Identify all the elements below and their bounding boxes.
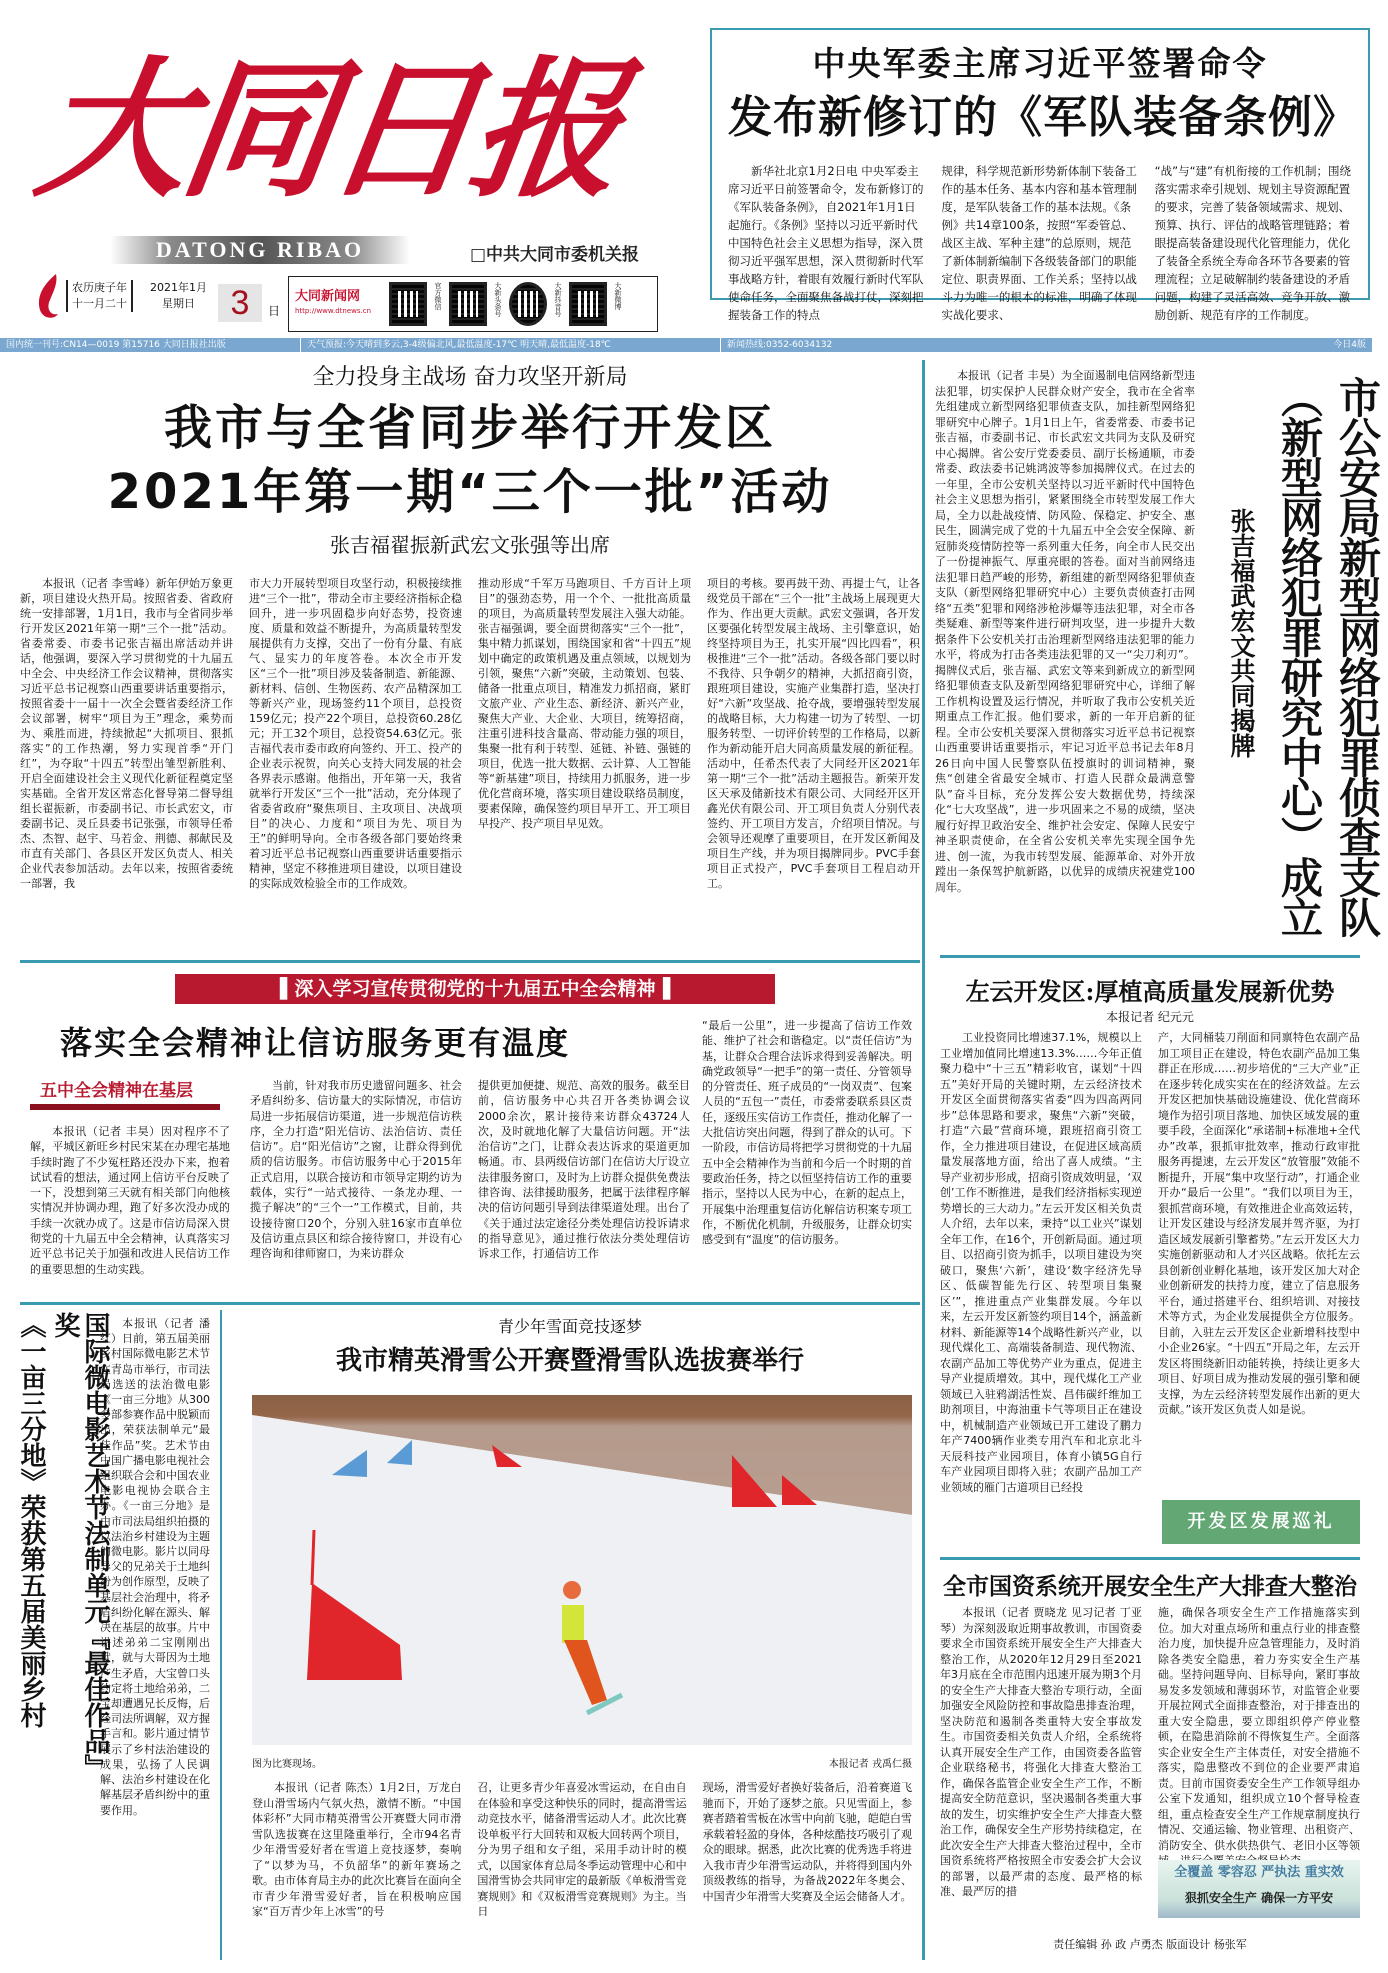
lunar-date [66,280,133,312]
news-hotline: 新闻热线:0352-6034132 [720,338,1280,352]
lunar-year: 农历庚子年 [72,281,127,294]
safety-slogan-image [1158,1860,1360,1918]
lead-subhead: 张吉福翟振新武宏文张强等出席 [330,533,610,557]
xinfang-column: 当前，针对我市历史遗留问题多、社会矛盾纠纷多、信访量大的实际情况，市信访局进一步拓展信访渠道，进一步规范信访秩序，全力打造“阳光信访、法治信访、责任信访”。启“阳光信访”之窗，让群众得到优质的信访服务。市信访服务中心于2015年正式启用，以联合接访和市领导定期约访为载体，实行“一站式接待、一条龙办理、一揽子解决”的“三个一”工作模式，目前，共设接待窗口20个，分别入驻16家市直单位及信访重点县区和综合接待窗口，并设有心理咨询和律师窗口，为来访群众 [250,1079,462,1261]
day-suffix: 日 [268,304,281,318]
ski-column: 召，让更多青少年喜爱冰雪运动，在自由自在体验和享受这种快乐的同时，提高滑雪运动竞技水平，储备滑雪运动人才。此次比赛设单板平行大回转和双板大回转两个项目，分为男子组和女子组，采用手动计时的模式，以国家体育总局冬季运动管理中心和中国滑雪协会共同审定的最新版《单板滑雪竞赛规则》和《双板滑雪竞赛规则》为主。当日 [477,1781,687,1918]
column-tag: 五中全会精神在基层 [30,1078,220,1110]
safety-slogan2: 狠抓安全生产 确保一方平安 [1184,1891,1334,1905]
qr-code-icon [389,282,427,326]
ski-column: 现场，滑雪爱好者换好装备后，沿着赛道飞驰而下，开始了逐梦之旅。只见雪面上，参赛者踏着雪板在冰雪中向前飞驰，皑皑白雪承载着轻盈的身体，各种炫酷技巧吸引了观众的眼球。据悉，此次比赛的优秀选手将进入我市青少年滑雪运动队，并将得到国内外顶级教练的指导，为备战2022年冬奥会、中国青少年滑雪大奖赛及全运会储备人才。 [702,1781,912,1903]
photo-caption-row [252,1755,912,1770]
xinfang-columns [250,1078,690,1292]
year-month: 2021年1月 [150,281,207,294]
editor-credits: 责任编辑 孙 政 卢勇杰 版面设计 杨张军 [1053,1938,1247,1951]
lead-column: 市大力开展转型项目攻坚行动，积极接续推进“三个一批”，带动全市主要经济指标企稳回升，进一步巩固稳步向好态势，投资速度、质量和效益不断提升，为高质量转型发展提供有力支撑，交出了一份有分量、有底气、显实力的年度答卷。本次全市开发区“三个一批”项目涉及装备制造、新能源、新材料、信创、生物医药、农产品精深加工等新兴产业，现场签约11个项目，总投资159亿元；投产22个项目，总投资60.28亿元；开工32个项目，总投资54.63亿元。张吉福代表市委市政府向签约、开工、投产的企业表示祝贺，向关心支持大同发展的社会各界表示感谢。他指出，开年第一天，我省就举行开发区“三个一批”活动，充分体现了省委省政府“聚焦项目、主攻项目、决战项目”的决心、力度和“项目为先、项目为王”的鲜明导向。全市各级各部门要始终秉着习近平总书记视察山西重要讲话重要指示精神，坚定不移推进项目建设，以项目建设的实际成效检验全市的工作成效。 [249,577,462,890]
day-number: 3 [218,284,262,322]
qr-label: 大新微博 [614,282,622,310]
skier-helmet [563,1581,581,1599]
lead-headline1: 我市与全省同步举行开发区 [163,400,776,456]
ski-kicker: 青少年雪面竞技逐梦 [497,1317,642,1336]
section-divider [940,1557,1360,1560]
top-story-headline2: 发布新修订的《军队装备条例》 [728,92,1358,143]
top-story-box [710,28,1370,322]
flame-icon [34,272,62,322]
safety-slogan1: 全覆盖 零容忍 严执法 重实效 [1174,1865,1344,1880]
info-bar [0,338,1372,352]
lead-headline2: 2021年第一期“三个一批”活动 [107,464,833,520]
film-headline2: 《一亩三分地》荣获第五届美丽乡村 [16,1312,46,1728]
police-story [935,368,1382,948]
ski-scene [252,1395,912,1745]
qr-label: 大新抖音号 [554,282,562,317]
zuoyun-column: 产，大同桶装刀削面和同禀特色农副产品加工项目正在建设，特色农副产品加工集群正在形成……初步培优的“三大产业”正在逐步转化成实实在在的经济效益。左云开发区把加快基础设施建设、优化营商环境作为招引项目落地、加快区域发展的重要手段，全面深化“承诺制+标准地+全代办”改革，狠抓审批效率，推动行政审批服务再提速，左云开发区“放管服”效能不断提升，开展“集中攻坚行动”，打通企业开办“最后一公里”。“我们以项目为王，狠抓营商环境，有效推进企业高效运转，让开发区建设与经济发展并驾齐驱，为打造区域发展新引擎蓄势。”左云开发区大力实施创新驱动和人才兴区战略。依托左云县创新创业孵化基地，该开发区加大对企业创新研发的扶持力度，建立了信息服务平台，通过搭建平台、组织培训、对接技术等方式，为企业发展提供全方位服务。目前，入驻左云开发区企业新增科技型中小企业26家。“十四五”开局之年，左云开发区将围绕新旧动能转换，持续让更多大项目、好项目成为推动发展的强引擎和硬支撑，为左云经济转型发展作出新的更大贡献。”该开发区负责人如是说。 [1158,1031,1360,1416]
xinfang-column: 提供更加便捷、规范、高效的服务。截至目前，信访服务中心共召开各类协调会议2000余次，累计接待来访群众43724人次，及时就地化解了大量信访问题。开“法治信访”之门，让群众表达诉求的渠道更加畅通。市、县两级信访部门在信访大厅设立法律服务窗口，及时为上访群众提供免费法律咨询、法律援助服务，把属于法律程序解决的信访问题引导到法律渠道处理。出台了《关于通过法定途径分类处理信访投诉请求的指导意见》，通过推行依法分类处理信访诉求工作，打通信访工作 [478,1079,690,1261]
qr-label: 官方微信 [434,282,442,310]
weather-forecast: 天气预报:今天晴到多云,3-4级偏北风,最低温度-17℃ 明天晴,最低温度-18℃ [300,338,720,352]
issn-label: 国内统一刊号:CN14—0019 第15716 大同日报社出版 [6,340,226,350]
xinfang-headline: 落实全会精神让信访服务更有温度 [60,1024,571,1062]
top-story-column: 规律，科学规范新形势新体制下装备工作的基本任务、基本内容和基本管理制度，是军队装备工作的基本法规。《条例》共14章100条，按照“军委管总、战区主战、军种主建”的总原则，规范了新体制新编制下各级装备部门的职能定位、职责界面、工作关系；坚持以战斗力为唯一的根本的标准，明确了体现实战化要求、 [941,164,1137,322]
police-headline1: 市公安局新型网络犯罪侦查支队 [1333,376,1382,936]
qr-code-icon [449,282,487,326]
column-divider [922,360,925,1960]
top-story-headline1: 中央军委主席习近平签署命令 [812,44,1268,83]
section-divider [220,1302,920,1305]
zuoyun-column: 工业投资同比增速37.1%，规模以上工业增加值同比增速13.3%……今年正值聚力稳中“十三五”精彩收官，谋划“十四五”美好开局的关键时期，左云经济技术开发区全面贯彻落实省委“四为四高两同步”总体思路和要求，聚焦“六新”突破，打造“六最”营商环境，跟班招商引资工作，全力推进项目建设，在促进区域高质量发展落地方面，给出了喜人成绩。“主导产业初步形成，招商引资成效明显，‘双创’工作不断推进，是我们经济指标实现逆势增长的三大动力。”左云开发区相关负责人介绍，去年以来，秉持“以工业兴”谋划全年工作，在16个，开创新局面。通过项目、以招商引资为抓手，以项目建设为突破口，聚焦‘六新’，建设‘数字经济先导区、低碳智能先行区、转型项目集聚区’”，推进重点产业集群发展。今年以来，左云开发区新签约项目14个，涵盖新材料、新能源等14个战略性新兴产业，以现代煤化工、高端装备制造、现代物流、农副产品加工等优势产业为重点，促进主导产业提质增效。其中，现代煤化工产业领域已入驻鸦湖活性炭、昌伟碳纤维加工助剂项目，中海油重卡气等项目正在建设中，机械制造产业领域已开工建设了鹏力年产7400辆作业类专用汽车和北京北斗天辰科技产业园项目，体育小镇5G自行车产业园项目即将入驻；农副产品加工产业领域的雁门古道项目已经投 [940,1031,1142,1494]
lunar-day: 十一月二十 [72,297,127,310]
zuoyun-byline: 本报记者 纪元元 [1106,1010,1194,1024]
photo-caption: 图为比赛现场。 [252,1759,322,1770]
news-site-name: 大同新闻网 [295,289,361,304]
ski-headline: 我市精英滑雪公开赛暨滑雪队选拔赛举行 [335,1346,804,1376]
guozi-column: 本报讯（记者 贾晓龙 见习记者 丁亚琴）为深刻汲取近期事故教训，市国资委要求全市国资系统开展安全生产大排查大整治工作，从2020年12月29日至2021年3月底在全市范围内迅速开展为期3个月的安全生产大排查大整治专项行动，全面加强安全风险防控和事故隐患排查治理，坚决防范和遏制各类重特大安全事故发生。市国资委相关负责人介绍，全系统将认真开展安全生产工作，由国资委各监管企业联络秘书，将强化大排查大整治工作，确保各监管企业安全生产工作，不断提高安全防范意识，坚决遏制各类重大事故的发生，切实维护安全生产大排查大整治工作，确保安全生产形势持续稳定，在此次安全生产大排查大整治过程中，全市国资系统将严格按照全市安委会扩大会议的部署，以最严肃的态度、最严格的标准、最严厉的措 [940,1606,1142,1898]
skier-vest [562,1605,584,1643]
qr-code-strip [288,276,658,332]
lead-column: 项目的考核。要再鼓干劲、再提士气，让各级党员干部在“三个一批”主战场上展现更大作为、作出更大贡献。武宏文强调，各开发区要强化转型发展主战场、主引擎意识，始终坚持项目为王，扎实开展“四比四看”，积极推进“三个一批”活动。各级各部门要以时不我待、只争朝夕的精神，大抓招商引资，跟班项目建设，实施产业集群打造，坚决打好“六新”攻坚战、抢夺战，要增强转型发展的战略目标，大力构建一切为了转型、一切服务转型、一切评价转型的工作格局，以新作为新动能开启大同高质量发展的新征程。活动中，任希杰代表了大同经开区2021年第一期“三个一批”活动主题报告。新荣开发区天承及储新技术有限公司、大同经开区开鑫光伏有限公司、开工项目负责人分别代表签约、开工项目方发言，介绍项目情况。与会领导还观摩了重要项目，在开发区新闻及项目生产线，并为项目揭牌同步。PVC手套项目正式投产，PVC手套项目工程启动开工。 [707,577,920,890]
weekday: 星期日 [162,297,195,310]
ski-columns [252,1780,912,1950]
section-divider [20,960,920,963]
top-story-column: “战”与“建”有机衔接的工作机制；围绕落实需求牵引规划、规划主导资源配置的要求，完善了装备领域需求、规划、预算、执行、评估的战略管理链路；着眼提高装备建设现代化管理能力，优化了装备全系统全寿命各环节各要素的管理流程；立足破解制约装备建设的矛盾问题，构建了灵活高效、竞争开放、激励创新、规范有序的工作制度。 [1154,164,1351,322]
theme-banner: ▌深入学习宣传贯彻党的十九届五中全会精神▐ [175,974,775,1004]
qr-code-icon [509,282,547,326]
organ-label: □中共大同市委机关报 [470,245,640,265]
news-site-logo[interactable] [295,290,383,318]
section-divider [940,955,1360,958]
photo-credit: 本报记者 戎禹仁摄 [828,1759,912,1770]
xinfang-column: “最后一公里”，进一步提高了信访工作效能、维护了社会和谐稳定。以“责任信访”为基，让群众合理合法诉求得到妥善解决。明确党政领导“一把手”的第一责任、分管领导的分管责任、班子成员的“一岗双责”、包案人员的“五包一”责任，市委常委联系县区责任，逐级压实信访工作责任，推动化解了一大批信访突出问题，得到了群众的认可。下一阶段，市信访局将把学习贯彻党的十九届五中全会精神作为当前和今后一个时期的首要政治任务，持之以恒坚持信访工作的重要指示，坚持以人民为中心，在新的起点上，开展集中治理重复信访化解信访积案专项工作，不断优化机制，升级服务，让群众切实感受到有“温度”的信访服务。 [702,1019,912,1247]
lead-story [20,360,920,921]
lead-column: 本报讯（记者 李雪峰）新年伊始万象更新，项目建设火热开局。按照省委、省政府统一安排部署，1月1日，我市与全省同步举行开发区2021年第一期“三个一批”活动。省委常委、市委书记张吉福出席活动并讲话，他强调，要深入学习贯彻党的十九届五中全会、中央经济工作会议精神，贯彻落实习近平总书记视察山西重要讲话重要指示，按照省委十一届十一次全会暨省委经济工作会议部署，树牢“项目为王”理念，乘势而为、乘胜而进，持续掀起“大抓项目、狠抓落实”的工作热潮，努力实现首季“开门红”，为夺取“十四五”转型出雏型新胜利、开启全面建设社会主义现代化新征程奠定坚实基础。全省开发区常态化督导第二督导组组长翟振新，市委副书记、市长武宏文，市委副书记、灵丘县委书记张强，市领导任希杰、杰智、赵宇、马若金、荆德、郝献民及市直有关部门、各县区开发区负责人、相关企业代表参加活动。去年以来，按照省委统一部署，我 [20,577,233,890]
lead-kicker: 全力投身主战场 奋力攻坚开新局 [312,365,628,390]
gregorian-date [150,280,207,312]
column-divider [220,1310,222,1960]
police-body: 本报讯（记者 丰昊）为全面遏制电信网络新型违法犯罪，切实保护人民群众财产安全，我市在全省率先组建成立新型网络犯罪侦查支队，加挂新型网络犯罪研究中心牌子。1月1日上午，省委常委、市委书记张吉福，市委副书记、市长武宏文共同为支队及研究中心揭牌。省公安厅党委委员、副厅长杨通顺，市委常委、政法委书记姚鸿波等参加揭牌仪式。在过去的一年里，全市公安机关坚持以习近平新时代中国特色社会主义思想为指引，紧紧围绕全市转型发展工作大局，全力以赴战疫情、防风险、保稳定、护安全、惠民生，圆满完成了党的十九届五中全会安全保障、新冠肺炎疫情防控等一系列重大任务，向全市人民交出了一份提神振气、厚重亮眼的答卷。面对当前网络违法犯罪日趋严峻的形势，新组建的新型网络犯罪侦查支队（新型网络犯罪研究中心）主要负责侦查打击网络“五类”犯罪和网络涉枪涉爆等违法犯罪，对全市各类疑难、新型等案件进行研判攻坚，进一步提升大数据条件下公安机关打击治理新型网络违法犯罪的能力水平，将成为打击各类违法犯罪的又一“尖刀利刃”。揭牌仪式后，张吉福、武宏文等来到新成立的新型网络犯罪侦查支队及新型网络犯罪研究中心，详细了解工作机构设置及运行情况，并听取了我市公安机关近期重点工作汇报。他们要求，新的一年开启新的征程。全市公安机关要深入贯彻落实习近平总书记视察山西重要讲话重要指示，牢记习近平总书记去年8月26日向中国人民警察队伍授旗时的训词精神，聚焦“创建全省最安全城市、打造人民群众最满意警队”奋斗目标，充分发挥公安大数据优势，持续深化“七大攻坚战”，进一步巩固来之不易的成绩，坚决履行好捍卫政治安全、维护社会安定、保障人民安宁神圣职责使命，在全省公安机关率先实现全国争先进、创一流，为我市转型发展、能源革命、对外开放蹚出一条保驾护航新路，以优异的成绩庆祝建党100周年。 [935,369,1195,894]
guozi-column: 施，确保各项安全生产工作措施落实到位。加大对重点场所和重点行业的排查整治力度，加快提升应急管理能力，及时消除各类安全隐患，着力夯实安全生产基础。坚持问题导向、目标导向，紧盯事故易发多发领域和薄弱环节，对监管企业要开展拉网式全面排查整治，对于排查出的重大安全隐患，要立即组织停产停业整顿，在隐患消除前不得恢复生产。全面落实企业安全生产主体责任，对安全措施不落实，隐患整改不到位的企业要严肃追责。目前市国资委安全生产工作领导组办公室下发通知，组织成立10个督导检查组，重点检查安全生产工作规章制度执行情况、交通运输、物业管理、出租资产、消防安全、供水供热供气、老旧小区等领 [1158,1606,1360,1852]
police-subhead: 张吉福武宏文共同揭牌 [1227,508,1256,758]
news-site-url[interactable]: http://www.dtnews.cn [295,307,372,315]
guozi-headline: 全市国资系统开展安全生产大排查大整治 [943,1573,1357,1600]
zuoyun-headline: 左云开发区:厚植高质量发展新优势 [965,977,1335,1006]
lead-column: 推动形成“千军万马跑项目、千方百计上项目”的强劲态势，用一个个、一批批高质量的项目，为高质量转型发展注入强大动能。张吉福强调，要全面贯彻落实“三个一批”，集中精力抓谋划，围绕国家和省“十四五”规划中确定的政策机遇及重点领域，以规划为引领，聚焦“六新”突破，主动策划、包装、储备一批重点项目，精准发力抓招商，紧盯文旅产业、产业生态、新经济、新兴产业，聚焦大产业、大企业、大项目，统筹招商，注重引进科技含量高、带动能力强的项目，集聚一批有利于转型、延链、补链、强链的项目，优选一批大数据、云计算、人工智能等“新基建”项目，持续用力抓服务，进一步优化营商环境，落实项目建设联络员制度，要素保障，确保签约项目早开工、开工项目早投产、投产项目早见效。 [478,577,691,830]
film-body: 本报讯（记者 潘红）日前，第五届美丽乡村国际微电影艺术节在青岛市举行，市司法局选送的法治微电影《一亩三分地》从300多部参赛作品中脱颖而出，荣获法制单元“最佳作品”奖。艺术节由中国广播电影电视社会组织联合会和中国农业电影电视协会联合主办。《一亩三分地》是由市司法局组织拍摄的以法治乡村建设为主题的微电影。影片以同母异父的兄弟关于土地纠纷为创作原型，反映了基层社会治理中，将矛盾纠纷化解在源头、解决在基层的故事。片中讲述弟弟二宝刚刚出狱，就与大哥因为土地产生矛盾，大宝曾口头约定将土地给弟弟，二宝却遭遇兄长反悔，后经司法所调解，双方握手言和。影片通过情节展示了乡村法治建设的成果，弘扬了人民调解、法治乡村建设在化解基层矛盾纠纷中的重要作用。 [100,1317,210,1817]
pinyin-title: DATONG RIBAO [110,236,410,264]
page-count: 今日4版 [1333,340,1366,350]
zuoyun-columns [940,1030,1360,1542]
qr-code-icon [569,282,607,326]
xinfang-column: 本报讯（记者 丰昊）因对程序不了解，平城区新旺乡村民宋某在办理宅基地手续时跑了不少冤枉路还没办下来，抱着试试看的想法，通过网上信访平台反映了一下，没想到第三天就有相关部门向他核实情况并协调办理，跑了好多次没办成的手续一次就办成了。这是市信访局深入贯彻党的十九届五中全会精神，认真落实习近平总书记关于加强和改进人民信访工作的重要思想的生动实践。 [30,1125,230,1276]
gate-pole [312,1530,314,1585]
qr-label: 大新头条号 [494,282,502,317]
police-headline2: （新型网络犯罪研究中心）成立 [1275,376,1324,936]
film-headline1: 国际微电影艺术节法制单元『最佳作品』奖 [50,1312,110,1767]
ski-column: 本报讯（记者 陈杰）1月2日，万龙白登山滑雪场内气氛火热，激情不断。“中国体彩杯”大同市精英滑雪公开赛暨大同市滑雪队选拔赛在这里隆重举行，全市94名青少年滑雪爱好者在雪道上竞技逐梦，奏响了“以梦为马，不负韶华”的新年赛场之歌。由市体育局主办的此次比赛旨在面向全市青少年滑雪爱好者，旨在积极响应国家“百万青少年上冰雪”的号 [252,1781,462,1918]
top-story-column: 新华社北京1月2日电 中央军委主席习近平日前签署命令，发布新修订的《军队装备条例》，自2021年1月1日起施行。《条例》坚持以习近平新时代中国特色社会主义思想为指导，深入贯彻习近平强军思想，深入贯彻新时代军事战略方针，着眼有效履行新时代军队使命任务，全面聚焦备战打仗，深刻把握装备工作的特点 [728,164,924,322]
column-tag-dev-zone: 开发区发展巡礼 [1162,1500,1360,1544]
newspaper-logo: 大同日报 [27,42,629,218]
ski-photo [252,1395,912,1745]
section-divider [20,1302,220,1305]
